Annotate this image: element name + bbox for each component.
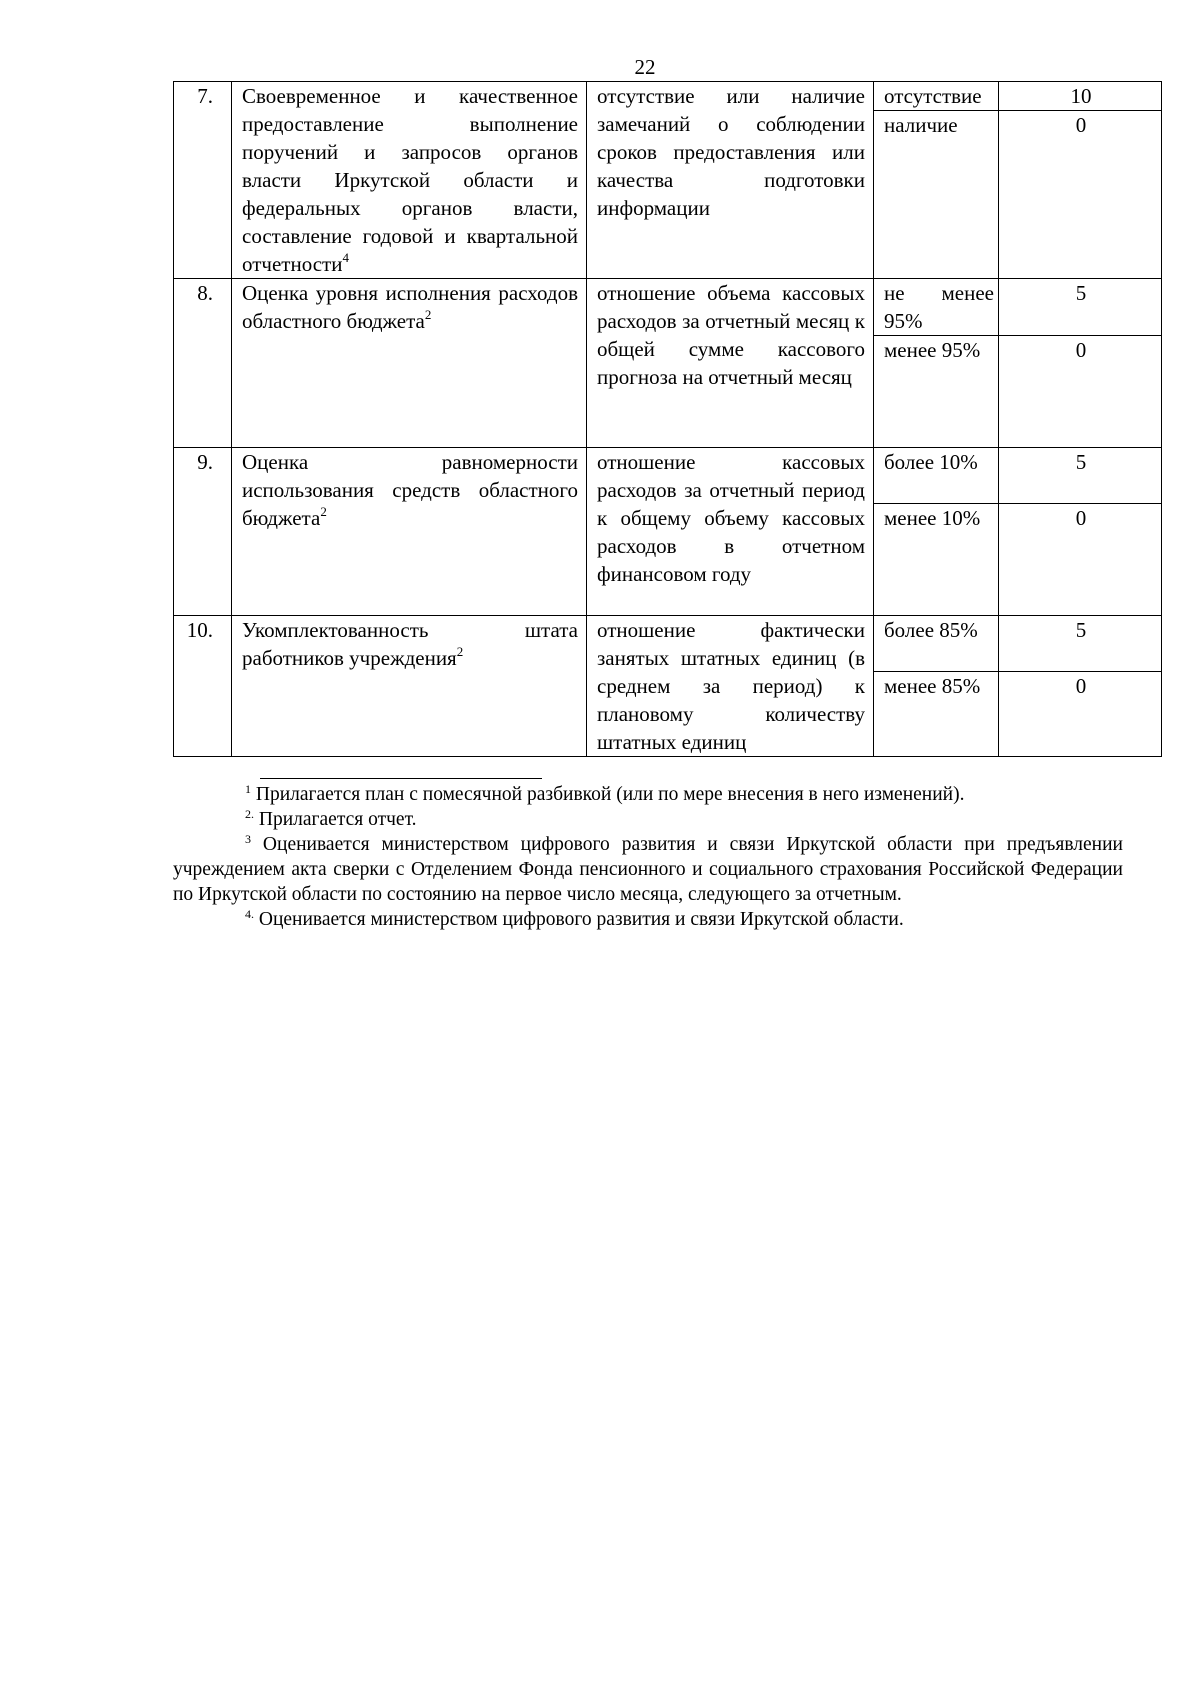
footnote-mark: 3 (245, 832, 251, 846)
footnote (173, 807, 1123, 832)
indicator-name (232, 616, 587, 757)
page-number: 22 (634, 55, 656, 79)
footnote-mark: 4. (245, 907, 254, 921)
score-cell: 5 (999, 616, 1162, 672)
row-number: 9. (174, 448, 232, 616)
condition-cell: менее 10% (874, 504, 999, 616)
condition-cell: более 10% (874, 448, 999, 504)
condition-cell: менее 85% (874, 672, 999, 757)
indicator-name-text: Оценка уровня исполнения расходов областного бюджета (242, 281, 578, 333)
score-cell: 10 (999, 82, 1162, 111)
score-cell: 5 (999, 279, 1162, 336)
footnote-ref: 2 (456, 644, 464, 659)
footnotes (173, 782, 1123, 932)
table-row (174, 448, 1162, 504)
condition-cell: более 85% (874, 616, 999, 672)
row-number: 8. (174, 279, 232, 448)
indicator-name-text: Укомплектованность штата работников учреждения (242, 618, 578, 670)
footnote-text: Оценивается министерством цифрового развития и связи Иркутской области. (254, 909, 904, 930)
footnote (173, 907, 1123, 932)
footnote-mark: 1 (245, 782, 251, 796)
footnote-separator (260, 778, 542, 779)
condition-cell: не менее 95% (874, 279, 999, 336)
row-number: 7. (174, 82, 232, 279)
score-cell: 0 (999, 672, 1162, 757)
indicator-name-text: Своевременное и качественное предоставление выполнение поручений и запросов органов власти Иркутской области и федеральных органов власти, составление годовой и квартальной отчетности (242, 84, 578, 276)
footnote-ref: 2 (424, 307, 432, 322)
score-cell: 0 (999, 336, 1162, 448)
footnote (173, 832, 1123, 907)
footnote-text: Прилагается отчет. (254, 809, 417, 830)
score-cell: 0 (999, 111, 1162, 279)
indicator-name (232, 82, 587, 279)
kpi-table (173, 81, 1162, 757)
indicator-name (232, 279, 587, 448)
indicator-name-text: Оценка равномерности использования средств областного бюджета (242, 450, 578, 530)
condition-cell: отсутствие (874, 82, 999, 111)
footnote-text: Прилагается план с помесячной разбивкой (или по мере внесения в него изменений). (251, 784, 965, 805)
footnote-text: Оценивается министерством цифрового развития и связи Иркутской области при предъявлении учреждением акта сверки с Отделением Фонда пенсионного и социального страхования Российской Федерации по Иркутской области по состоянию на первое число месяца, следующего за отчетным. (173, 834, 1123, 905)
row-number: 10. (174, 616, 232, 757)
condition-cell: наличие (874, 111, 999, 279)
table-row (174, 279, 1162, 336)
calculation-method: отношение кассовых расходов за отчетный период к общему объему кассовых расходов в отчетном финансовом году (587, 448, 874, 616)
calculation-method: отношение фактически занятых штатных единиц (в среднем за период) к плановому количеству штатных единиц (587, 616, 874, 757)
calculation-method: отношение объема кассовых расходов за отчетный месяц к общей сумме кассового прогноза на отчетный месяц (587, 279, 874, 448)
indicator-name (232, 448, 587, 616)
condition-cell: менее 95% (874, 336, 999, 448)
table-row (174, 82, 1162, 111)
footnote (173, 782, 1123, 807)
table-row (174, 616, 1162, 672)
footnote-ref: 2 (320, 504, 327, 519)
footnote-mark: 2. (245, 807, 254, 821)
footnote-ref: 4 (342, 250, 349, 265)
score-cell: 5 (999, 448, 1162, 504)
score-cell: 0 (999, 504, 1162, 616)
calculation-method: отсутствие или наличие замечаний о соблюдении сроков предоставления или качества подготовки информации (587, 82, 874, 279)
